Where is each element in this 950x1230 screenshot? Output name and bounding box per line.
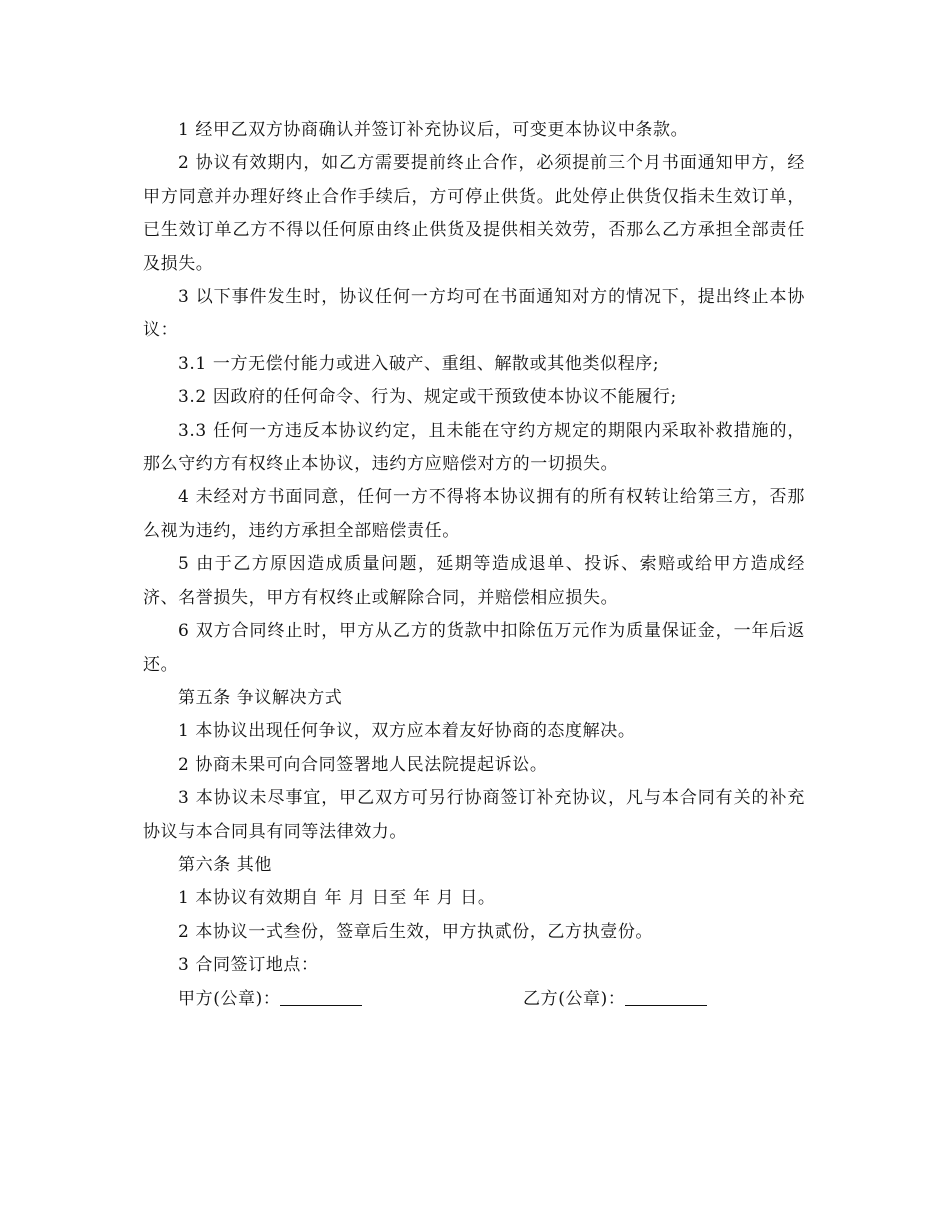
- clause-transfer: 4 未经对方书面同意，任何一方不得将本协议拥有的所有权转让给第三方，否那么视为违约，违约方承担全部赔偿责任。: [143, 487, 805, 541]
- article-6-heading: 第六条 其他: [178, 854, 273, 875]
- clause-early-termination: 2 协议有效期内，如乙方需要提前终止合作，必须提前三个月书面通知甲方，经甲方同意并办理好终止合作手续后，方可停止供货。此处停止供货仅指未生效订单，已生效订单乙方不得以任何原由终止供货及提供相关效劳，否那么乙方承担全部责任及损失。: [143, 153, 805, 274]
- other-clause-location: 3 合同签订地点：: [178, 955, 319, 976]
- dispute-clause-1: 1 本协议出现任何争议，双方应本着友好协商的态度解决。: [178, 721, 636, 742]
- clause-3-3: 3.3 任何一方违反本协议约定，且未能在守约方规定的期限内采取补救措施的，那么守约方有权终止本协议，违约方应赔偿对方的一切损失。: [143, 420, 805, 475]
- signature-row: [143, 983, 805, 1016]
- party-b-signature: [523, 983, 707, 1016]
- clause-3-2: 3.2 因政府的任何命令、行为、规定或干预致使本协议不能履行;: [178, 387, 677, 408]
- party-b-label: 乙方(公章)：: [523, 988, 626, 1009]
- party-b-blank[interactable]: [625, 985, 707, 1006]
- dispute-clause-3: 3 本协议未尽事宜，甲乙双方可另行协商签订补充协议，凡与本合同有关的补充协议与本合同具有同等法律效力。: [143, 788, 805, 842]
- clause-deposit: 6 双方合同终止时，甲方从乙方的货款中扣除伍万元作为质量保证金，一年后返还。: [143, 621, 805, 675]
- clause-amendment: 1 经甲乙双方协商确认并签订补充协议后，可变更本协议中条款。: [178, 120, 689, 140]
- clause-termination-events: 3 以下事件发生时，协议任何一方均可在书面通知对方的情况下，提出终止本协议：: [143, 287, 805, 341]
- other-clause-copies: 2 本协议一式叁份，签章后生效，甲方执贰份，乙方执壹份。: [178, 921, 654, 942]
- party-a-label: 甲方(公章)：: [178, 988, 281, 1009]
- party-a-blank[interactable]: [280, 985, 362, 1006]
- dispute-clause-2: 2 协商未果可向合同签署地人民法院提起诉讼。: [178, 754, 548, 775]
- clause-3-1: 3.1 一方无偿付能力或进入破产、重组、解散或其他类似程序;: [178, 353, 660, 374]
- article-5-heading: 第五条 争议解决方式: [178, 687, 343, 708]
- party-a-signature: [178, 983, 523, 1016]
- clause-quality: 5 由于乙方原因造成质量问题，延期等造成退单、投诉、索赔或给甲方造成经济、名誉损失，甲方有权终止或解除合同，并赔偿相应损失。: [143, 554, 805, 608]
- document-body: [143, 114, 805, 1016]
- other-clause-validity: 1 本协议有效期自 年 月 日至 年 月 日。: [178, 888, 496, 909]
